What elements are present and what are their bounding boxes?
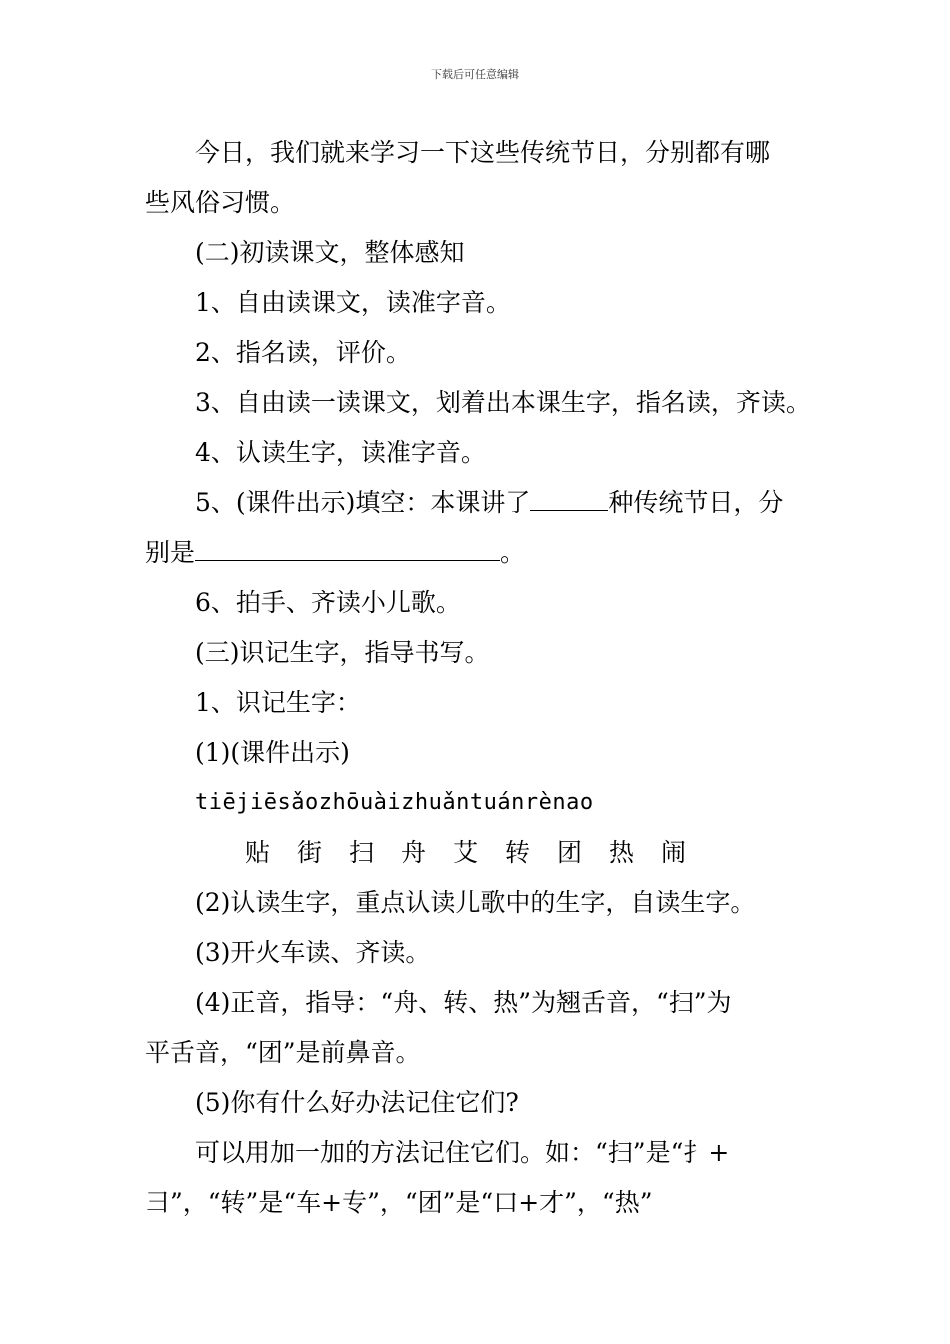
character-row	[145, 828, 815, 878]
character: 街	[297, 838, 323, 867]
document-body	[145, 128, 815, 1228]
fill-blank-text: 。	[500, 538, 526, 567]
character: 舟	[401, 838, 427, 867]
list-item: 3、自由读一读课文，划着出本课生字，指名读，齐读。	[195, 388, 811, 417]
list-item-fill-blank	[145, 478, 815, 528]
list-item: 2、指名读，评价。	[195, 338, 411, 367]
paragraph: 今日，我们就来学习一下这些传统节日，分别都有哪	[195, 138, 771, 167]
paragraph-continuation: 些风俗习惯。	[145, 188, 296, 217]
fill-blank-text: 5、(课件出示)填空：本课讲了	[195, 488, 531, 517]
list-item: (3)开火车读、齐读。	[195, 938, 431, 967]
character: 团	[557, 838, 583, 867]
character: 热	[609, 838, 635, 867]
blank-line	[195, 538, 500, 561]
pinyin-line: tiējiēsǎozhōuàizhuǎntuánrènao	[195, 790, 594, 815]
blank-line	[530, 488, 608, 511]
section-heading: (二)初读课文，整体感知	[195, 238, 465, 267]
list-item: 4、认读生字，读准字音。	[195, 438, 486, 467]
list-item: 1、识记生字：	[195, 688, 361, 717]
list-item: (4)正音，指导：“舟、转、热”为翘舌音，“扫”为	[195, 988, 732, 1017]
list-item: (5)你有什么好办法记住它们?	[195, 1088, 519, 1117]
character: 贴	[245, 838, 271, 867]
character: 扫	[349, 838, 375, 867]
character: 闹	[661, 838, 687, 867]
list-item: (2)认读生字，重点认读儿歌中的生字，自读生字。	[195, 888, 756, 917]
section-heading: (三)识记生字，指导书写。	[195, 638, 490, 667]
character: 艾	[453, 838, 479, 867]
paragraph: 可以用加一加的方法记住它们。如：“扫”是“扌+	[195, 1138, 730, 1167]
list-item-continuation	[145, 528, 815, 578]
fill-blank-text: 别是	[145, 538, 196, 567]
character: 转	[505, 838, 531, 867]
page-header: 下载后可任意编辑	[431, 68, 519, 81]
list-item: 6、拍手、齐读小儿歌。	[195, 588, 461, 617]
list-item: 1、自由读课文，读准字音。	[195, 288, 511, 317]
paragraph-continuation: 彐”，“转”是“车+专”，“团”是“口+才”，“热”	[145, 1188, 653, 1217]
list-item-continuation: 平舌音，“团”是前鼻音。	[145, 1038, 421, 1067]
fill-blank-text: 种传统节日，分	[608, 488, 784, 517]
list-item: (1)(课件出示)	[195, 738, 350, 767]
